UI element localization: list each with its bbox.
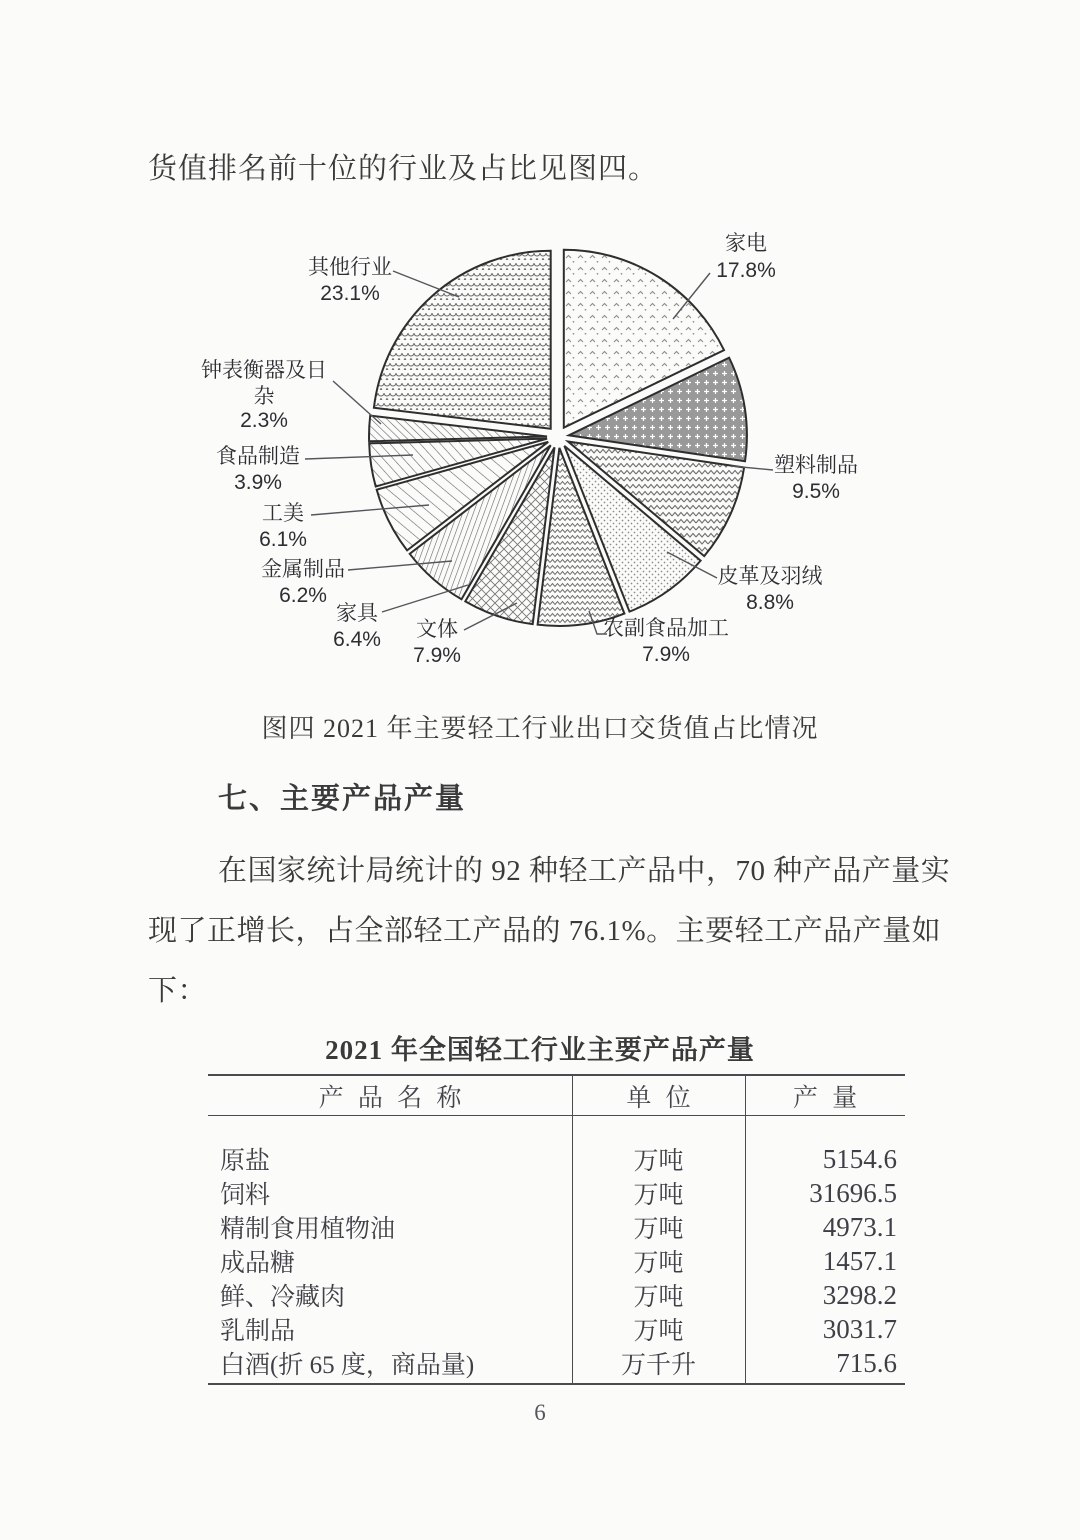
product-name-cell: 乳制品 xyxy=(220,1318,296,1345)
section-heading: 七、主要产品产量 xyxy=(218,783,467,815)
pie-label-10-line-0: 其他行业 xyxy=(308,256,392,279)
product-name-cell: 鲜、冷藏肉 xyxy=(220,1284,346,1311)
column-header-output: 产 量 xyxy=(792,1084,858,1112)
table-bottom-border xyxy=(208,1383,905,1385)
unit-cell: 万吨 xyxy=(633,1284,684,1311)
page-number: 6 xyxy=(534,1400,546,1425)
pie-label-6-line-1: 6.2% xyxy=(279,584,327,607)
output-cell: 3031.7 xyxy=(822,1313,897,1344)
unit-cell: 万吨 xyxy=(633,1148,684,1175)
pie-label-9-line-1: 杂 xyxy=(253,385,275,408)
product-name-cell: 白酒(折 65 度，商品量) xyxy=(220,1352,475,1379)
pie-label-8-line-1: 3.9% xyxy=(234,471,282,494)
table-row xyxy=(208,1346,905,1380)
pie-label-10-line-1: 23.1% xyxy=(320,282,380,305)
pie-label-0-line-0: 家电 xyxy=(725,232,767,255)
output-cell: 31696.5 xyxy=(809,1177,897,1208)
unit-cell: 万吨 xyxy=(633,1318,684,1345)
pie-label-7-line-0: 工美 xyxy=(262,502,304,525)
pie-label-3-line-0: 农副食品加工 xyxy=(603,617,729,640)
pie-label-4-line-0: 文体 xyxy=(416,618,458,641)
product-name-cell: 原盐 xyxy=(220,1148,271,1175)
product-name-cell: 成品糖 xyxy=(220,1250,296,1277)
output-cell: 715.6 xyxy=(836,1347,897,1378)
body-line-1: 在国家统计局统计的 92 种轻工产品中，70 种产品产量实 xyxy=(218,855,951,887)
pie-label-5-line-0: 家具 xyxy=(336,602,378,625)
pie-label-2-line-1: 8.8% xyxy=(746,591,794,614)
table-row xyxy=(208,1278,905,1312)
unit-cell: 万吨 xyxy=(633,1216,684,1243)
pie-label-3-line-1: 7.9% xyxy=(642,643,690,666)
pie-label-9-line-0: 钟表衡器及日 xyxy=(201,359,327,382)
pie-label-6-line-0: 金属制品 xyxy=(261,558,345,581)
output-cell: 5154.6 xyxy=(822,1143,897,1174)
product-name-cell: 精制食用植物油 xyxy=(220,1216,396,1243)
pie-label-8-line-0: 食品制造 xyxy=(216,445,300,468)
pie-label-1-line-1: 9.5% xyxy=(792,480,840,503)
column-header-unit: 单 位 xyxy=(626,1084,691,1112)
pie-slices xyxy=(369,250,747,626)
output-cell: 1457.1 xyxy=(822,1245,897,1276)
unit-cell: 万吨 xyxy=(633,1182,684,1209)
output-cell: 3298.2 xyxy=(822,1279,897,1310)
output-cell: 4973.1 xyxy=(822,1211,897,1242)
table-row xyxy=(208,1244,905,1278)
table-row xyxy=(208,1210,905,1244)
pie-label-0-line-1: 17.8% xyxy=(716,259,776,282)
table-row xyxy=(208,1142,905,1176)
products-table xyxy=(208,1074,905,1385)
unit-cell: 万吨 xyxy=(633,1250,684,1277)
table-body xyxy=(208,1116,905,1383)
pie-label-2-line-0: 皮革及羽绒 xyxy=(717,565,823,588)
table-title: 2021 年全国轻工行业主要产品产量 xyxy=(325,1035,755,1065)
pie-slice-10 xyxy=(374,251,551,429)
column-header-product: 产 品 名 称 xyxy=(318,1084,462,1112)
table-header-row xyxy=(208,1076,905,1115)
table-row xyxy=(208,1312,905,1346)
figure-caption: 图四 2021 年主要轻工行业出口交货值占比情况 xyxy=(261,714,819,743)
table-row xyxy=(208,1176,905,1210)
pie-chart xyxy=(0,205,1080,685)
pie-label-5-line-1: 6.4% xyxy=(333,628,381,651)
body-line-3: 下： xyxy=(148,975,208,1007)
pie-label-9-line-2: 2.3% xyxy=(240,409,288,432)
pie-label-4-line-1: 7.9% xyxy=(413,644,461,667)
product-name-cell: 饲料 xyxy=(220,1182,271,1209)
leader-line-5 xyxy=(382,585,468,612)
unit-cell: 万千升 xyxy=(620,1352,696,1379)
body-line-2: 现了正增长，占全部轻工产品的 76.1%。主要轻工产品产量如 xyxy=(148,915,942,947)
pie-label-1-line-0: 塑料制品 xyxy=(774,454,858,477)
pie-label-7-line-1: 6.1% xyxy=(259,528,307,551)
intro-text: 货值排名前十位的行业及占比见图四。 xyxy=(148,153,659,185)
